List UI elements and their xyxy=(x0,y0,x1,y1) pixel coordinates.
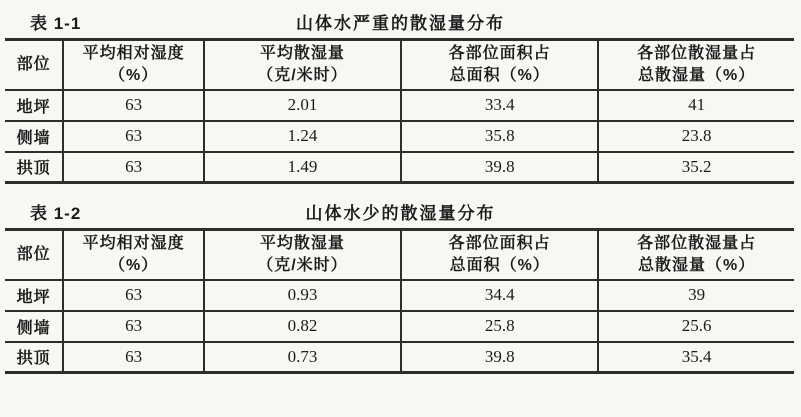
table-row xyxy=(5,280,794,311)
cell-moisture: 2.01 xyxy=(204,90,401,121)
header-line: （%） xyxy=(108,66,159,84)
table-1-2-label: 表 1-2 xyxy=(30,204,82,223)
cell-area-pct: 25.8 xyxy=(401,311,598,342)
table-row xyxy=(5,152,794,183)
header-line: 总面积（%） xyxy=(449,66,550,84)
header-line: （克/米时） xyxy=(257,66,348,84)
header-line: 各部位散湿量占 xyxy=(637,45,757,63)
cell-moisture-pct: 41 xyxy=(598,90,794,121)
header-line: 总散湿量（%） xyxy=(638,256,756,274)
header-line: 各部位面积占 xyxy=(448,235,551,253)
table-1-1-label: 表 1-1 xyxy=(30,14,82,33)
header-area-pct xyxy=(401,40,598,90)
header-moisture xyxy=(204,40,401,90)
cell-moisture: 1.24 xyxy=(204,121,401,152)
cell-humidity: 63 xyxy=(63,311,203,342)
header-line: 平均散湿量 xyxy=(259,45,345,63)
header-moisture xyxy=(204,230,401,280)
cell-humidity: 63 xyxy=(63,342,203,373)
cell-moisture-pct: 39 xyxy=(598,280,794,311)
cell-area-pct: 39.8 xyxy=(401,342,598,373)
table-1-2-header-row xyxy=(5,230,794,280)
cell-moisture-pct: 25.6 xyxy=(598,311,794,342)
table-1-1-title: 山体水严重的散湿量分布 xyxy=(296,14,505,33)
cell-part: 侧墙 xyxy=(5,121,63,152)
cell-area-pct: 39.8 xyxy=(401,152,598,183)
header-humidity xyxy=(63,40,203,90)
table-1-2-title: 山体水少的散湿量分布 xyxy=(305,204,496,223)
cell-area-pct: 34.4 xyxy=(401,280,598,311)
cell-part: 拱顶 xyxy=(5,342,63,373)
table-1-2-caption-row xyxy=(6,197,795,223)
header-line: 总面积（%） xyxy=(449,256,550,274)
header-line: 平均散湿量 xyxy=(259,235,345,253)
header-line: 部位 xyxy=(16,55,51,73)
header-humidity xyxy=(63,230,203,280)
table-row xyxy=(5,311,794,342)
cell-humidity: 63 xyxy=(63,280,203,311)
header-line: 平均相对湿度 xyxy=(82,45,185,63)
header-line: 总散湿量（%） xyxy=(638,66,756,84)
cell-humidity: 63 xyxy=(63,90,203,121)
table-1-2 xyxy=(5,228,794,374)
header-line: 平均相对湿度 xyxy=(82,235,185,253)
cell-moisture: 0.93 xyxy=(204,280,401,311)
header-line: （克/米时） xyxy=(257,256,348,274)
cell-area-pct: 33.4 xyxy=(401,90,598,121)
header-line: （%） xyxy=(108,256,159,274)
cell-humidity: 63 xyxy=(63,152,203,183)
table-1-1-caption-row xyxy=(6,7,795,33)
cell-moisture-pct: 23.8 xyxy=(598,121,794,152)
cell-part: 地坪 xyxy=(5,90,63,121)
table-row xyxy=(5,90,794,121)
table-row xyxy=(5,342,794,373)
cell-moisture-pct: 35.4 xyxy=(598,342,794,373)
cell-humidity: 63 xyxy=(63,121,203,152)
header-moisture-pct xyxy=(598,40,794,90)
table-1-1-header-row xyxy=(5,40,794,90)
header-part xyxy=(5,230,63,280)
cell-part: 侧墙 xyxy=(5,311,63,342)
header-line: 各部位散湿量占 xyxy=(637,235,757,253)
table-1-1 xyxy=(5,38,794,184)
cell-moisture: 0.82 xyxy=(204,311,401,342)
cell-moisture: 1.49 xyxy=(204,152,401,183)
header-line: 各部位面积占 xyxy=(448,45,551,63)
header-line: 部位 xyxy=(16,245,51,263)
header-moisture-pct xyxy=(598,230,794,280)
cell-moisture: 0.73 xyxy=(204,342,401,373)
header-area-pct xyxy=(401,230,598,280)
tables-gap xyxy=(0,184,801,197)
cell-area-pct: 35.8 xyxy=(401,121,598,152)
cell-moisture-pct: 35.2 xyxy=(598,152,794,183)
header-part xyxy=(5,40,63,90)
cell-part: 地坪 xyxy=(5,280,63,311)
table-row xyxy=(5,121,794,152)
cell-part: 拱顶 xyxy=(5,152,63,183)
